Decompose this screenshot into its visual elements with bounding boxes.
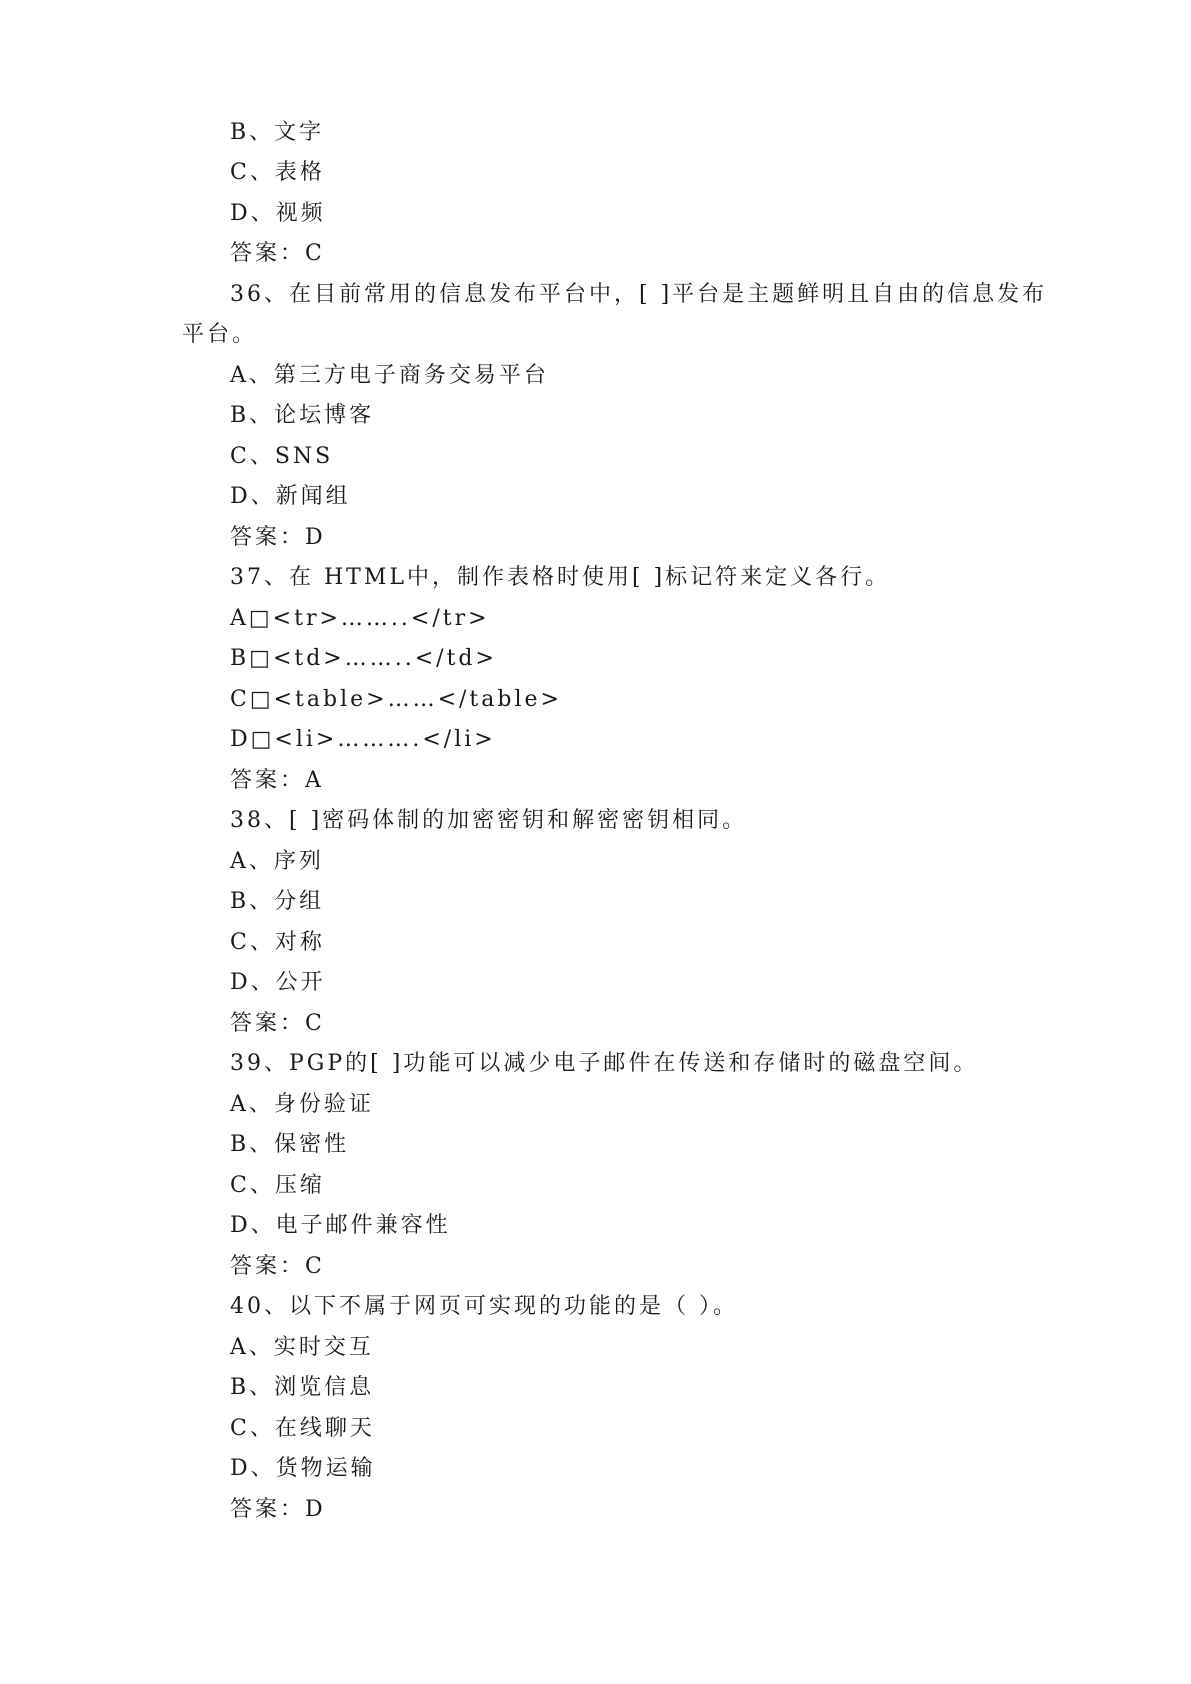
question-36-continuation: 平台。 (182, 322, 258, 347)
answer-line: 答案：A (230, 768, 324, 793)
answer-line: 答案：C (230, 1254, 325, 1279)
option-line: D、新闻组 (230, 484, 351, 509)
question-36: 36、在目前常用的信息发布平台中，[ ]平台是主题鲜明且自由的信息发布 (230, 282, 1048, 307)
option-line: B、论坛博客 (230, 403, 375, 428)
answer-line: 答案：C (230, 241, 325, 266)
answer-line: 答案：D (230, 1497, 326, 1522)
option-line: D、货物运输 (230, 1456, 376, 1481)
option-line: A、序列 (230, 849, 324, 874)
question-40: 40、以下不属于网页可实现的功能的是（ ）。 (230, 1294, 738, 1319)
option-line: C、对称 (230, 930, 325, 955)
option-line: C、表格 (230, 160, 325, 185)
option-line: C、在线聊天 (230, 1416, 375, 1441)
option-line: D、电子邮件兼容性 (230, 1213, 451, 1238)
question-37: 37、在 HTML中，制作表格时使用[ ]标记符来定义各行。 (230, 565, 891, 590)
option-line: D□<li>……….</li> (230, 727, 496, 752)
option-line: B、文字 (230, 120, 325, 145)
option-line: B、分组 (230, 889, 325, 914)
option-line: D、视频 (230, 201, 326, 226)
option-line: B、保密性 (230, 1132, 350, 1157)
question-39: 39、PGP的[ ]功能可以减少电子邮件在传送和存储时的磁盘空间。 (230, 1051, 979, 1076)
option-line: C、压缩 (230, 1173, 325, 1198)
option-line: A、第三方电子商务交易平台 (230, 363, 549, 388)
answer-line: 答案：C (230, 1011, 325, 1036)
question-38: 38、[ ]密码体制的加密密钥和解密密钥相同。 (230, 808, 748, 833)
answer-line: 答案：D (230, 525, 326, 550)
option-line: A、实时交互 (230, 1335, 374, 1360)
option-line: D、公开 (230, 970, 326, 995)
option-line: C、SNS (230, 444, 334, 469)
option-line: B、浏览信息 (230, 1375, 375, 1400)
option-line: A□<tr>……..</tr> (230, 606, 490, 631)
option-line: A、身份验证 (230, 1092, 374, 1117)
option-line: B□<td>……..</td> (230, 646, 497, 671)
option-line: C□<table>……</table> (230, 687, 562, 712)
